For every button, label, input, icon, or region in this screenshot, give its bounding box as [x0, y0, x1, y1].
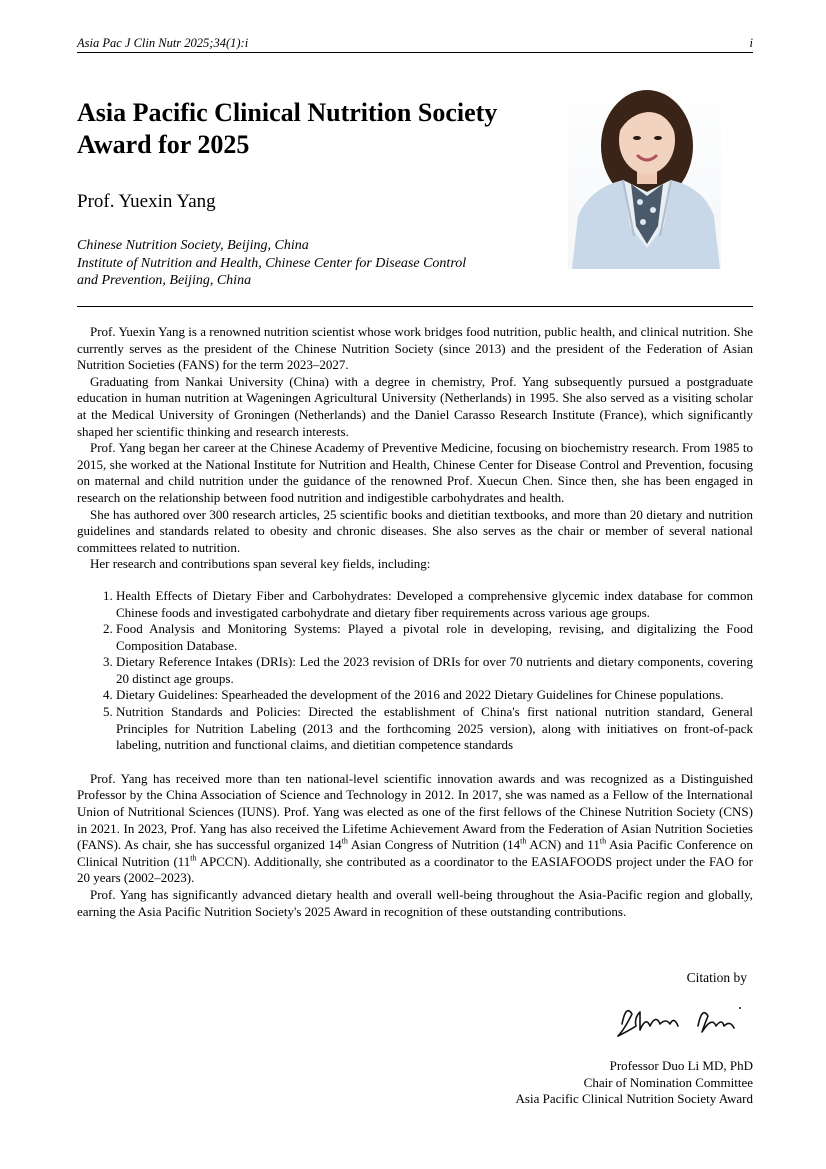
list-item: 4. Dietary Guidelines: Spearheaded the development of the 2016 and 2022 Dietary Guidelines for Chinese populations. [116, 687, 753, 704]
list-item: 3. Dietary Reference Intakes (DRIs): Led the 2023 revision of DRIs for over 70 nutrients and dietary components, covering 20 distinct age groups. [116, 654, 753, 687]
list-item: 1. Health Effects of Dietary Fiber and Carbohydrates: Developed a comprehensive glycemic index database for common Chinese foods and investigated carbohydrate and dietary fiber requirements across various age groups. [116, 588, 753, 621]
body-paragraph: Her research and contributions span several key fields, including: [90, 556, 431, 572]
body-paragraph: Prof. Yuexin Yang is a renowned nutrition scientist whose work bridges food nutrition, public health, and clinical nutrition. She currently serves as the president of the Chinese Nutrition Society (since 2013) and the president of the Federation of Asian Nutrition Societies (FANS) for the term 2023–2027. [77, 324, 753, 373]
signatory-block [516, 1058, 753, 1108]
awardee-name: Prof. Yuexin Yang [77, 191, 216, 212]
affiliation-line: Institute of Nutrition and Health, Chinese Center for Disease Control [77, 255, 467, 271]
signatory-name: Professor Duo Li MD, PhD [609, 1058, 753, 1073]
affiliation-line: Chinese Nutrition Society, Beijing, China [77, 238, 309, 253]
handwritten-signature [612, 996, 752, 1040]
article-body [77, 324, 753, 920]
page-title [77, 97, 557, 161]
affiliations [77, 237, 547, 290]
body-paragraph: Graduating from Nankai University (China) with a degree in chemistry, Prof. Yang subsequently pursued a postgraduate education in human nutrition at Wageningen Agricultural University (Netherlands) in 1995. She also served as a visiting scholar at the Medical University of Groningen (Netherlands) and the Daniel Carasso Research Institute (France), which significantly shaped her scientific thinking and research interests. [77, 373, 753, 439]
list-item: 5. Nutrition Standards and Policies: Directed the establishment of China's first national nutrition standard, General Principles for Nutrition Labeling (2013 and the forthcoming 2025 version), along with initiatives on front-of-pack labeling, nutrition and functional claims, and dietitian competence standards [116, 704, 753, 754]
signatory-award: Asia Pacific Clinical Nutrition Society Award [515, 1091, 753, 1107]
affiliation-line: and Prevention, Beijing, China [77, 273, 252, 288]
running-head [77, 36, 753, 52]
body-paragraph: She has authored over 300 research articles, 25 scientific books and dietitian textbooks, and more than 20 dietary and nutrition guidelines and standards related to obesity and chronic diseases. She also serves as the chair or member of several national committees related to nutrition. [77, 506, 753, 555]
citation-label: Citation by [686, 970, 747, 985]
awards-paragraph: Prof. Yang has received more than ten national-level scientific innovation awards and was recognized as a Distinguished Professor by the China Association of Science and Technology in 2012. In 2017, she was named as a Fellow of the International Union of Nutritional Sciences (IUNS). Prof. Yang was elected as one of the first fellows of the Chinese Nutrition Society (CNS) in 2021. In 2023, Prof. Yang has also received the Lifetime Achievement Award from the Federation of Asian Nutrition Societies (FANS). As chair, she has successful organized 14th Asian Congress of Nutrition (14th ACN) and 11th Asia Pacific Conference on Clinical Nutrition (11th APCCN). Additionally, she contributed as a coordinator to the EASIAFOODS project under the FAO for 20 years (2002–2023). [77, 770, 754, 886]
body-paragraph: Prof. Yang began her career at the Chinese Academy of Preventive Medicine, focusing on biochemistry research. From 1985 to 2015, she worked at the National Institute for Nutrition and Health, Chinese Center for Disease Control and Prevention, focusing on maternal and child nutrition under the guidance of the renowned Prof. Xuecun Chen. Since then, she has been engaged in research on the relationship between food nutrition and indigestible carbohydrates and health. [77, 440, 753, 505]
title-line-1: Asia Pacific Clinical Nutrition Society [77, 98, 498, 127]
header-rule [77, 52, 753, 53]
research-fields-list [77, 588, 753, 754]
journal-citation: Asia Pac J Clin Nutr 2025;34(1):i [77, 36, 249, 50]
closing-paragraph: Prof. Yang has significantly advanced dietary health and overall well-being throughout the Asia-Pacific region and globally, earning the Asia Pacific Nutrition Society's 2025 Award in recognition of these outstanding contributions. [77, 887, 753, 919]
list-item: 2. Food Analysis and Monitoring Systems: Played a pivotal role in developing, revising, and digitalizing the Food Composition Database. [116, 621, 753, 654]
page-number: i [749, 36, 753, 50]
section-rule [77, 306, 753, 307]
awardee-portrait [568, 76, 721, 269]
title-line-2: Award for 2025 [77, 130, 250, 159]
signatory-role: Chair of Nomination Committee [583, 1074, 753, 1090]
